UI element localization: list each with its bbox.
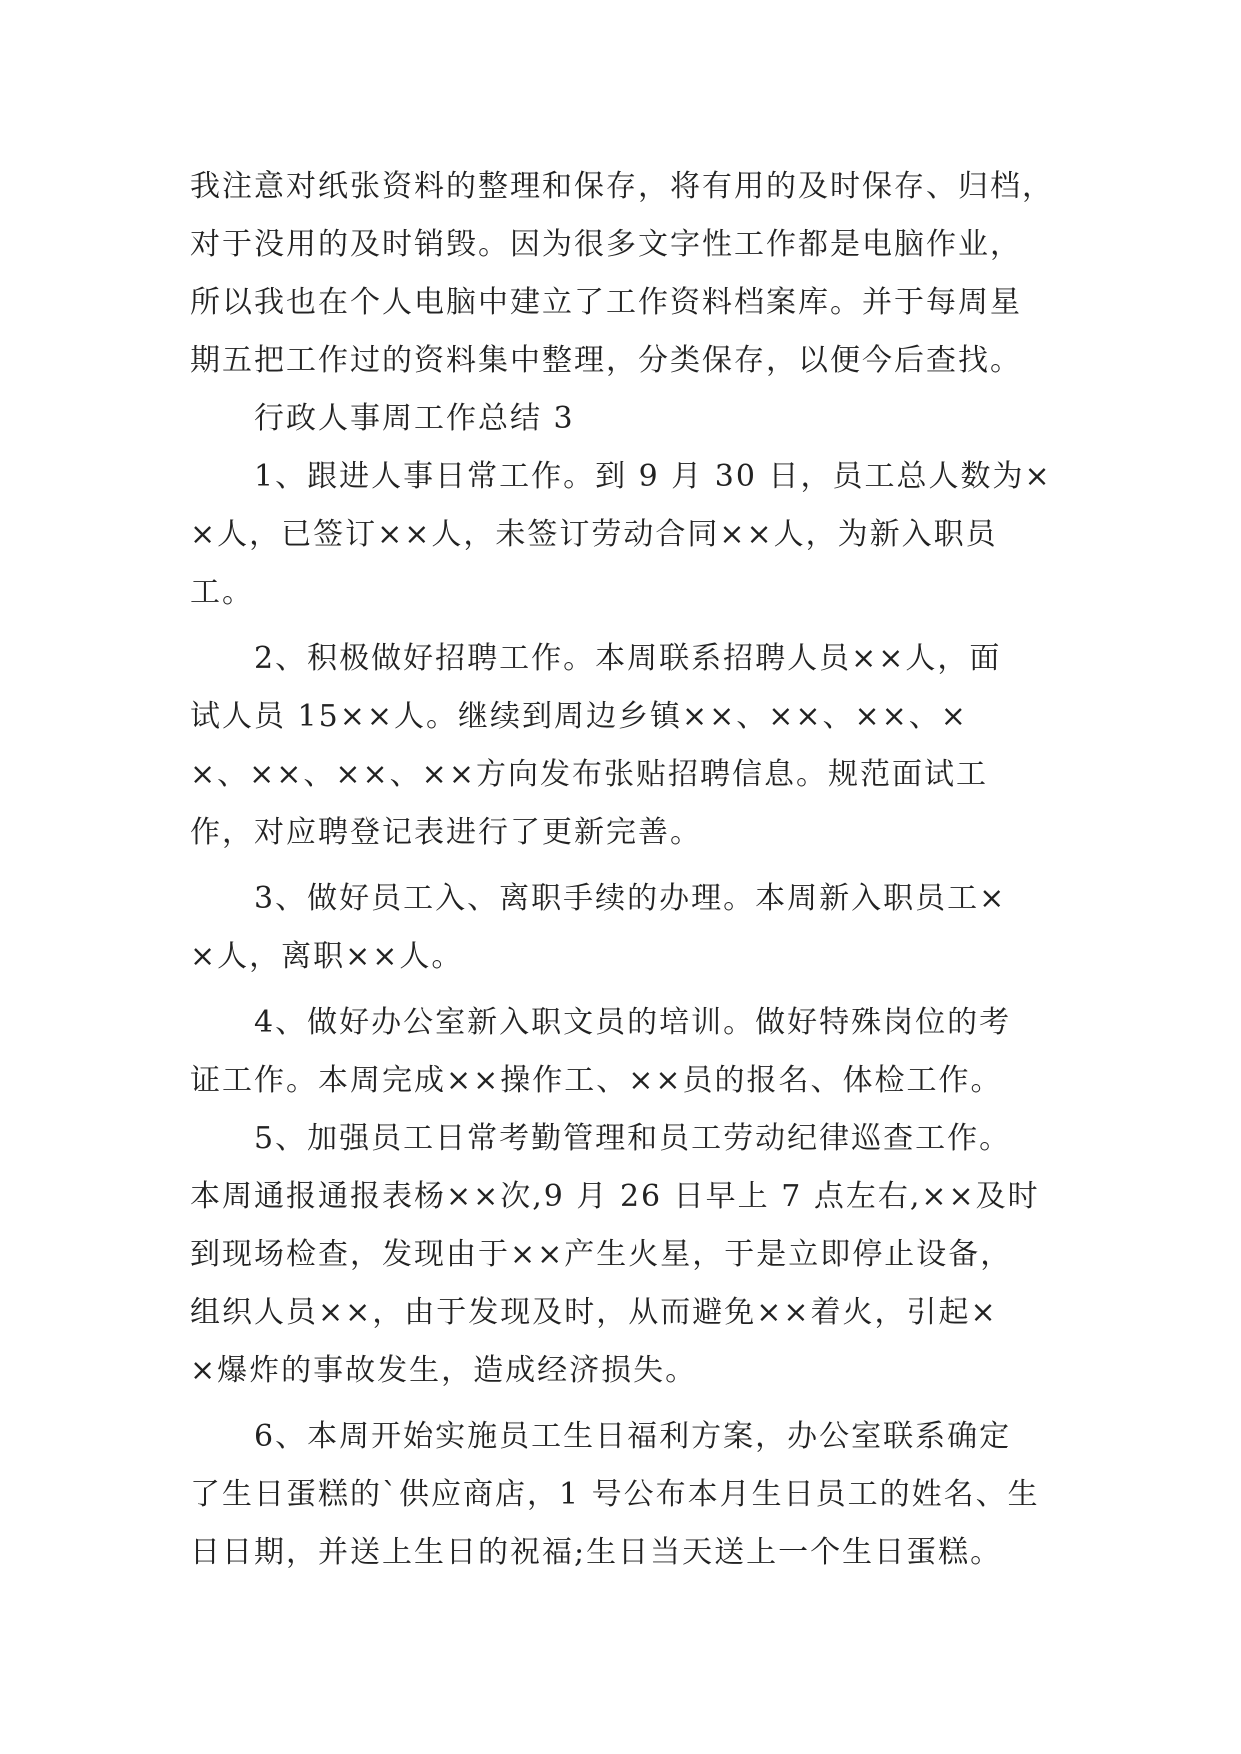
- text-line: ×人，已签订××人，未签订劳动合同××人，为新入职员: [190, 517, 998, 552]
- list-item-5: [190, 1110, 1050, 1400]
- text-line: 6、本周开始实施员工生日福利方案，办公室联系确定: [190, 1419, 1012, 1454]
- text-line: 2、积极做好招聘工作。本周联系招聘人员××人，面: [190, 641, 1002, 676]
- paragraph-intro: [190, 158, 1054, 390]
- text-line: 了生日蛋糕的`供应商店，1 号公布本月生日员工的姓名、生: [190, 1477, 1040, 1512]
- list-item-4: [190, 994, 1050, 1110]
- list-item-1: [190, 448, 1050, 622]
- text-line: ×爆炸的事故发生，造成经济损失。: [190, 1353, 698, 1388]
- text-line: 期五把工作过的资料集中整理，分类保存，以便今后查找。: [190, 343, 1022, 378]
- text-line: 4、做好办公室新入职文员的培训。做好特殊岗位的考: [190, 1005, 1012, 1040]
- text-line: 5、加强员工日常考勤管理和员工劳动纪律巡查工作。: [190, 1121, 1012, 1156]
- text-line: 试人员 15××人。继续到周边乡镇××、××、××、×: [190, 699, 968, 734]
- text-line: 作，对应聘登记表进行了更新完善。: [190, 815, 702, 850]
- text-line: 日日期，并送上生日的祝福;生日当天送上一个生日蛋糕。: [190, 1535, 1003, 1570]
- list-item-2: [190, 630, 1050, 862]
- document-body: [190, 158, 1054, 1582]
- list-item-6: [190, 1408, 1050, 1582]
- text-line: 到现场检查，发现由于××产生火星，于是立即停止设备，: [190, 1237, 1013, 1272]
- text-line: 本周通报通报表杨××次,9 月 26 日早上 7 点左右,××及时: [190, 1179, 1040, 1214]
- text-line: ×人，离职××人。: [190, 939, 464, 974]
- text-line: 证工作。本周完成××操作工、××员的报名、体检工作。: [190, 1063, 1003, 1098]
- text-line: 所以我也在个人电脑中建立了工作资料档案库。并于每周星: [190, 285, 1022, 320]
- text-line: 工。: [190, 575, 254, 610]
- text-line: 1、跟进人事日常工作。到 9 月 30 日，员工总人数为×: [190, 459, 1052, 494]
- text-line: 我注意对纸张资料的整理和保存，将有用的及时保存、归档，: [190, 169, 1054, 204]
- text-line: 3、做好员工入、离职手续的办理。本周新入职员工×: [190, 881, 1007, 916]
- text-line: 对于没用的及时销毁。因为很多文字性工作都是电脑作业，: [190, 227, 1022, 262]
- text-line: 组织人员××，由于发现及时，从而避免××着火，引起×: [190, 1295, 998, 1330]
- section-heading: 行政人事周工作总结 3: [190, 401, 575, 436]
- text-line: ×、××、××、××方向发布张贴招聘信息。规范面试工: [190, 757, 988, 792]
- list-item-3: [190, 870, 1050, 986]
